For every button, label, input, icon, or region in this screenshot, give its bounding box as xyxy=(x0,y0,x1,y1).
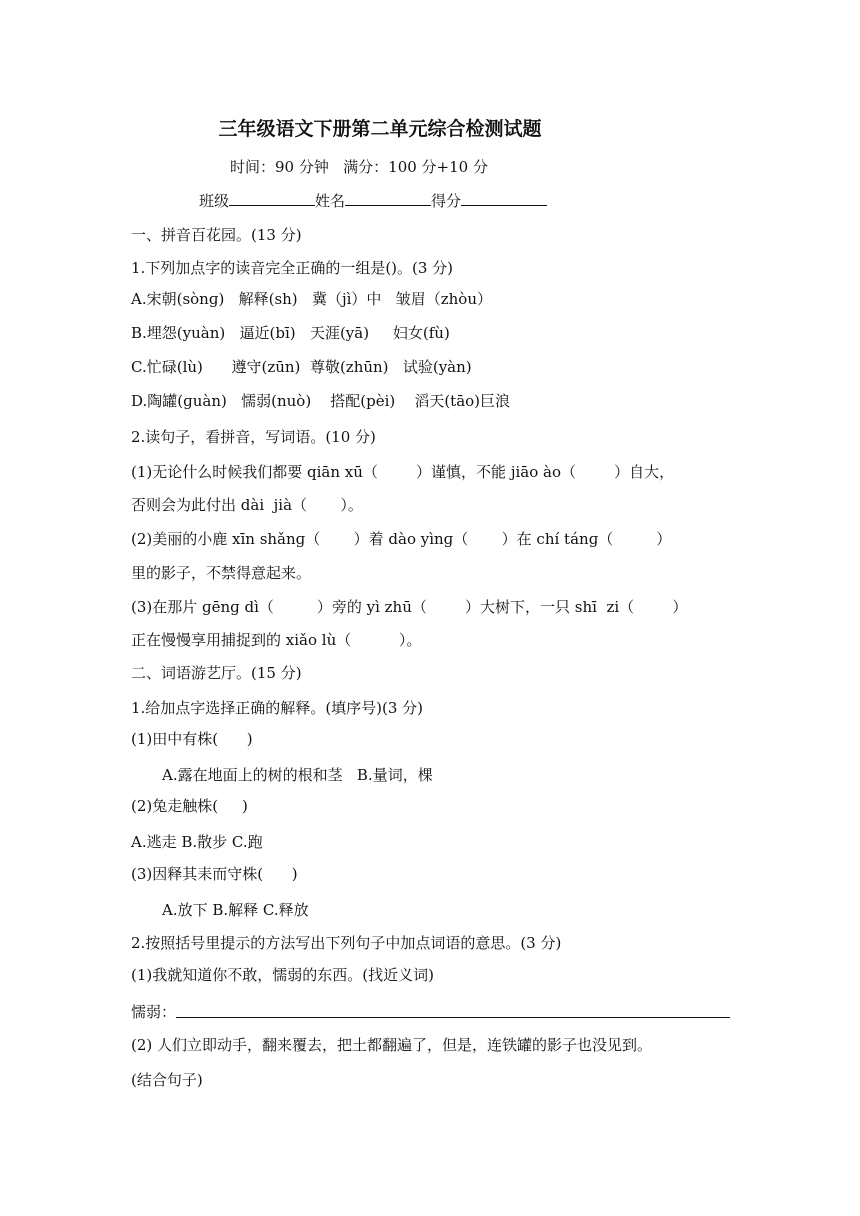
q1-1-prompt: 1.下列加点字的读音完全正确的一组是()。(3 分) xyxy=(131,259,454,277)
q2-1-item-2-options: A.逃走 B.散步 C.跑 xyxy=(131,833,263,851)
q2-2-prompt: 2.按照括号里提示的方法写出下列句子中加点词语的意思。(3 分) xyxy=(131,934,562,952)
option-c-text: C.忙碌(lù) 遵守(zūn) 尊敬(zhūn) 试验(yàn) xyxy=(131,358,472,376)
q2-1-item-3-options: A.放下 B.解释 C.释放 xyxy=(162,901,309,919)
option-b xyxy=(131,322,450,344)
q1-2-line-6: 正在慢慢享用捕捉到的 xiǎo lù（ ）。 xyxy=(131,631,422,649)
class-blank[interactable] xyxy=(229,189,315,206)
option-d-text: D.陶罐(ɡuàn) 懦弱(nuò) 搭配(pèi) 滔天(tāo)巨浪 xyxy=(131,392,511,410)
option-a xyxy=(131,288,492,310)
q2-2-answer-line[interactable] xyxy=(176,1017,730,1018)
q2-1-item-2: (2)兔走触株( ) xyxy=(131,797,248,815)
q2-1-item-1: (1)田中有株( ) xyxy=(131,730,253,748)
q1-2-line-2: 否则会为此付出 dài jià（ ）。 xyxy=(131,496,363,514)
option-a-text: A.宋朝(sònɡ) 解释(sh) 冀（jì）中 皱眉（zhòu） xyxy=(131,290,492,308)
name-label: 姓名 xyxy=(315,192,346,210)
q2-2-item-2: (2) 人们立即动手，翻来覆去，把土都翻遍了，但是，连铁罐的影子也没见到。 xyxy=(131,1036,653,1054)
q2-2-item-1: (1)我就知道你不敢，懦弱的东西。(找近义词) xyxy=(131,966,434,984)
option-c xyxy=(131,356,472,378)
option-b-text: B.埋怨(yuàn) 逼近(bī) 天涯(yā) 妇女(fù) xyxy=(131,324,450,342)
q1-2-line-5: (3)在那片 ɡēnɡ dì（ ）旁的 yì zhū（ ）大树下，一只 shī zi（ ） xyxy=(131,598,688,616)
student-info-row xyxy=(199,189,547,212)
time-score-info: 时间：90 分钟 满分：100 分+10 分 xyxy=(230,158,488,176)
exam-title: 三年级语文下册第二单元综合检测试题 xyxy=(218,118,542,140)
section-2-heading: 二、词语游艺厅。(15 分) xyxy=(131,664,302,682)
q1-2-line-3: (2)美丽的小鹿 xīn shǎnɡ（ ）着 dào yìnɡ（ ）在 chí tánɡ（ ） xyxy=(131,530,672,548)
q1-2-line-1: (1)无论什么时候我们都要 qiān xū（ ）谨慎，不能 jiāo ào（ ）自大， xyxy=(131,463,675,481)
section-1-heading: 一、拼音百花园。(13 分) xyxy=(131,226,302,244)
score-label: 得分 xyxy=(431,192,462,210)
option-d xyxy=(131,390,510,412)
q2-1-prompt: 1.给加点字选择正确的解释。(填序号)(3 分) xyxy=(131,699,424,717)
q2-1-item-3: (3)因释其耒而守株( ) xyxy=(131,865,298,883)
q2-2-item-2-hint: (结合句子) xyxy=(131,1071,203,1089)
q2-1-item-1-options: A.露在地面上的树的根和茎 B.量词，棵 xyxy=(162,766,433,784)
score-blank[interactable] xyxy=(461,189,547,206)
class-label: 班级 xyxy=(199,192,230,210)
name-blank[interactable] xyxy=(345,189,431,206)
q1-2-prompt: 2.读句子，看拼音，写词语。(10 分) xyxy=(131,428,376,446)
q1-2-line-4: 里的影子，不禁得意起来。 xyxy=(131,564,312,582)
q2-2-answer-label: 懦弱： xyxy=(131,1003,177,1021)
